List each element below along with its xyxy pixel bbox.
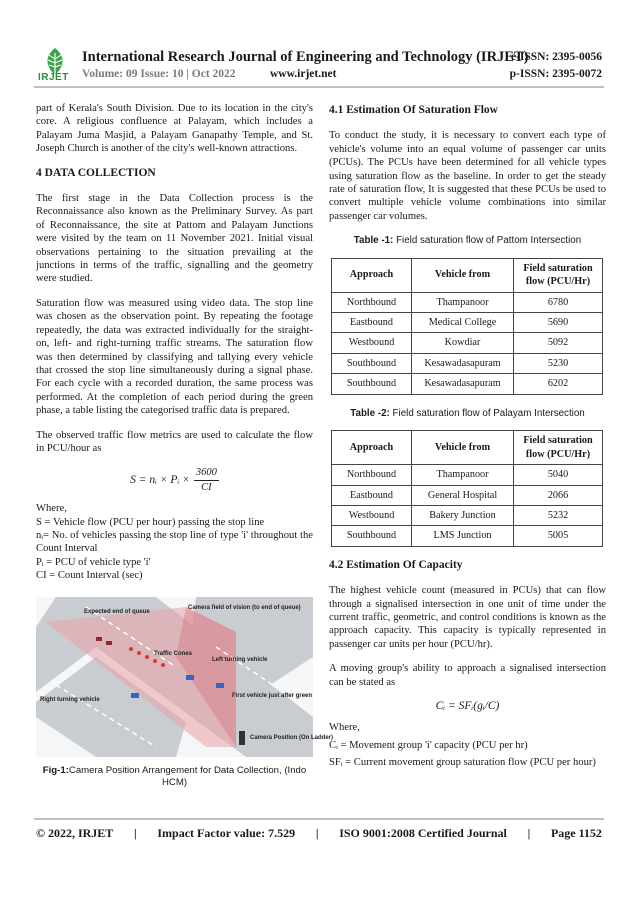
definition: CI = Count Interval (sec) (36, 570, 143, 582)
table-row (332, 292, 603, 312)
label-first-vehicle: First vehicle just after green (232, 692, 313, 699)
section-heading: 4.1 Estimation Of Saturation Flow (329, 104, 498, 116)
definition: Pᵢ = PCU of vehicle type 'i' (36, 556, 151, 568)
iso-certification: ISO 9001:2008 Certified Journal (339, 826, 507, 840)
col-header-saturation: Field saturation flow (PCU/Hr) (514, 431, 603, 465)
table-row (332, 313, 603, 333)
definition: S = Vehicle flow (PCU per hour) passing the stop line (36, 516, 265, 528)
table-caption-text: Field saturation flow of Pattom Intersection (396, 235, 582, 247)
table-cell: Westbound (332, 333, 412, 353)
page-number: Page 1152 (550, 826, 602, 840)
table-palayam (331, 430, 603, 547)
table-caption (329, 234, 606, 247)
section-heading: 4.2 Estimation Of Capacity (329, 558, 463, 571)
table-cell: Eastbound (332, 485, 412, 505)
separator: | (527, 826, 531, 840)
table-cell: Medical College (412, 313, 514, 333)
journal-title: International Research Journal of Engineering and Technology (IRJET) (82, 49, 529, 65)
table-row (332, 505, 603, 525)
table-caption-label: Table -2: (350, 407, 390, 419)
volume-info: Volume: 09 Issue: 10 | Oct 2022 (82, 68, 236, 80)
table-cell: 5230 (514, 353, 603, 373)
paragraph: The first stage in the Data Collection process is the Reconnaissance also known as the Preliminary Survey. As part of Reconnaissance, the site at Pattom and Palayam Junctions were visited by the team on 11 November 2021. Initial visual observations pertaining to the situation prevailing at the junctions in terms of the traffic, signalling and the geometry were studied. (36, 193, 313, 285)
table-cell: Kesawadasapuram (412, 353, 514, 373)
p-issn: p-ISSN: 2395-0072 (509, 68, 602, 80)
fraction-denominator: CI (201, 481, 212, 493)
table-cell: Northbound (332, 465, 412, 485)
equation-lhs: S = nᵢ × Pᵢ × (130, 473, 190, 486)
label-traffic-cones: Traffic Cones (154, 650, 193, 657)
separator: | (315, 826, 319, 840)
separator: | (134, 826, 137, 840)
col-header-vehicle-from: Vehicle from (412, 431, 514, 465)
table-cell: 5040 (514, 465, 603, 485)
figure-camera-arrangement (36, 597, 334, 757)
right-column (329, 102, 606, 770)
figure-caption-text: Camera Position Arrangement for Data Collection, (Indo HCM) (68, 764, 307, 789)
table-cell: 5092 (514, 333, 603, 353)
figure-caption (36, 765, 313, 790)
table-cell: Westbound (332, 505, 412, 525)
e-issn: e-ISSN: 2395-0056 (510, 51, 602, 63)
table-cell: Thampanoor (412, 465, 514, 485)
col-header-approach: Approach (332, 431, 412, 465)
table-cell: Bakery Junction (412, 505, 514, 525)
page-footer (36, 826, 602, 841)
table-row (332, 526, 603, 546)
label-expected-end: Expected end of queue (84, 608, 150, 615)
paragraph: Saturation flow was measured using video data. The stop line was chosen as the observation point. By repeating the footage repeatedly, the data was extracted individually for the straight-on, left- and right-turning traffic streams. The saturation flow was then determined by classifying and tallying every vehicle that crossed the stop line simultaneously during a signal phase. For each cycle with a recorded duration, the same process was performed. At the completion of each period during the green phase, a table listing the categorised traffic data is prepared. (36, 297, 313, 417)
section-heading: 4 DATA COLLECTION (36, 166, 156, 179)
table-header-row (332, 431, 603, 465)
table-caption-label: Table -1: (353, 235, 394, 247)
label-camera-position: Camera Position (On Ladder) (250, 734, 334, 741)
paragraph: part of Kerala's South Division. Due to its location in the city's core. A religious confluence at Palayam, which includes a Palayam Juma Masjid, a Palayam Ganapathy Temple, and St. Joseph Church is another of the city's well-known attractions. (36, 103, 313, 155)
table-cell: Southbound (332, 374, 412, 394)
table-caption (329, 407, 606, 420)
flow-equation (36, 466, 313, 494)
table-row (332, 465, 603, 485)
table-cell: LMS Junction (412, 526, 514, 546)
paragraph: The highest vehicle count (measured in PCUs) that can flow through a signalised intersection in one unit of time under the current traffic, geometric, and control conditions is known as the approach capacity. This capacity is typically represented in passenger car units per hour (PCU/hr). (329, 585, 606, 650)
table-cell: 5690 (514, 313, 603, 333)
figure-caption-label: Fig-1: (42, 764, 69, 776)
paragraph: The observed traffic flow metrics are used to calculate the flow in PCU/hour as (36, 429, 313, 454)
left-column (36, 102, 334, 790)
paragraph: A moving group's ability to approach a signalised intersection can be stated as (329, 663, 606, 688)
capacity-equation: Cᵢ = SFᵢ(gᵢ/C) (435, 699, 500, 712)
table-cell: Southbound (332, 353, 412, 373)
table-header-row (332, 258, 603, 292)
page-header (0, 0, 638, 90)
logo-text: IRJET (38, 72, 69, 83)
header-divider (34, 86, 604, 88)
label-left-turning: Left turning vehicle (212, 656, 268, 663)
table-cell: 5232 (514, 505, 603, 525)
col-header-saturation: Field saturation flow (PCU/Hr) (514, 258, 603, 292)
table-cell: Eastbound (332, 313, 412, 333)
col-header-approach: Approach (332, 258, 412, 292)
definition: SFᵢ = Current movement group saturation flow (PCU per hour) (329, 757, 596, 769)
table-row (332, 374, 603, 394)
table-cell: 6202 (514, 374, 603, 394)
table-cell: Northbound (332, 292, 412, 312)
impact-factor: Impact Factor value: 7.529 (157, 826, 296, 840)
table-row (332, 333, 603, 353)
table-cell: 6780 (514, 292, 603, 312)
table-cell: 2066 (514, 485, 603, 505)
table-cell: General Hospital (412, 485, 514, 505)
equation-fraction (194, 466, 219, 494)
table-cell: Thampanoor (412, 292, 514, 312)
fraction-numerator: 3600 (194, 466, 219, 480)
where-label: Where, (329, 722, 360, 734)
intersection-diagram (36, 597, 334, 757)
table-cell: Southbound (332, 526, 412, 546)
table-row (332, 485, 603, 505)
copyright: © 2022, IRJET (36, 826, 114, 840)
table-cell: 5005 (514, 526, 603, 546)
label-right-turning: Right turning vehicle (40, 696, 100, 703)
definition: Cᵢ = Movement group 'i' capacity (PCU per hr) (329, 739, 528, 751)
table-pattom (331, 258, 603, 395)
col-header-vehicle-from: Vehicle from (412, 258, 514, 292)
label-camera-field: Camera field of vision (to end of queue) (188, 604, 301, 611)
footer-divider (34, 818, 604, 820)
where-label: Where, (36, 503, 67, 515)
table-row (332, 353, 603, 373)
table-cell: Kesawadasapuram (412, 374, 514, 394)
website-link[interactable]: www.irjet.net (270, 68, 337, 80)
paragraph: To conduct the study, it is necessary to convert each type of vehicle's volume into an equal volume of passenger car units (PCUs). The PCUs have been determined for all vehicle types using saturation flow as the baseline. In order to get the steady rate of saturation flow, It is suggested that these PCUs be used to convert multiple vehicle volume combinations into similar passenger car volumes. (329, 130, 606, 222)
table-cell: Kowdiar (412, 333, 514, 353)
definition: nᵢ= No. of vehicles passing the stop line of type 'i' throughout the Count Interval (36, 529, 313, 555)
table-caption-text: Field saturation flow of Palayam Intersection (392, 407, 585, 419)
